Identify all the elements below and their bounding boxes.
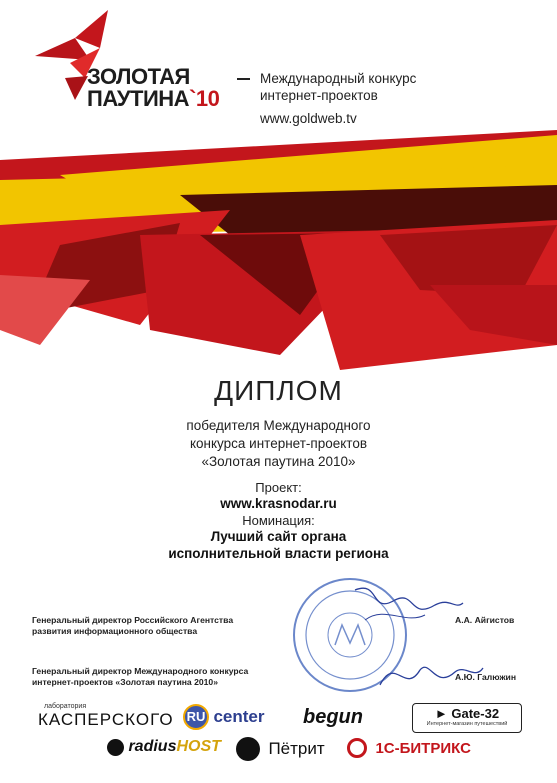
bitrix-circle-icon [347,738,367,758]
signature-1 [325,575,465,635]
kaspersky-small-text: лаборатория [44,703,87,710]
contest-subtitle-line2: интернет-проектов [260,88,378,103]
radiushost-circle-icon [107,739,124,756]
sponsor-gate32-logo [412,703,522,733]
project-url: www.krasnodar.ru [220,496,337,511]
header-dash [237,78,250,80]
nomination-line: Лучший сайт органа [210,529,347,544]
rucenter-text: center [213,707,265,726]
sponsor-radiushost-logo [107,738,221,756]
sponsor-rucenter-logo [183,704,264,730]
logo-year: `10 [189,86,220,111]
winner-line: конкурса интернет-проектов [189,436,368,451]
kaspersky-main-text: КАСПЕРСКОГО [38,710,174,729]
winner-line: «Золотая паутина 2010» [201,454,356,469]
gate32-subtext: Интернет-магазин путешествий [426,721,508,727]
signatory-role-line: интернет-проектов «Золотая паутина 2010» [32,677,218,687]
sponsor-bitrix-logo [347,738,471,758]
rucenter-badge-icon: RU [183,704,209,730]
petrit-text: Пётрит [268,739,325,758]
sponsor-begun-logo: begun [303,706,363,728]
signatory-role-line: развития информационного общества [32,626,198,636]
winner-line: победителя Международного [186,418,371,433]
radiushost-text [128,738,220,755]
signatory-name: А.Ю. Галюжин [455,672,517,682]
decorative-banner [0,115,557,395]
nomination-label: Номинация: [242,513,315,528]
diploma-title: ДИПЛОМ [214,375,343,406]
signatory-role-line: Генеральный директор Российского Агентства [32,615,234,625]
host-word: HOST [176,738,221,755]
signatory-name: А.А. Айгистов [455,615,515,625]
petrit-icon [236,737,260,761]
contest-website: www.goldweb.tv [260,111,357,126]
contest-subtitle-line1: Международный конкурс [260,71,417,86]
sponsor-petrit-logo [236,737,325,761]
sponsor-kaspersky-logo [38,703,174,730]
logo-title-line1: ЗОЛОТАЯ [87,64,190,89]
radius-word: radius [128,738,177,755]
gate32-text: ► Gate-32 [434,706,500,721]
project-label: Проект: [255,480,302,495]
signatory-role-line: Генеральный директор Международного конкурса [32,666,249,676]
nomination-line: исполнительной власти региона [168,546,389,561]
logo-title-line2 [87,88,219,110]
logo-title-word: ПАУТИНА [87,86,190,111]
bitrix-text: 1С-БИТРИКС [375,739,471,757]
